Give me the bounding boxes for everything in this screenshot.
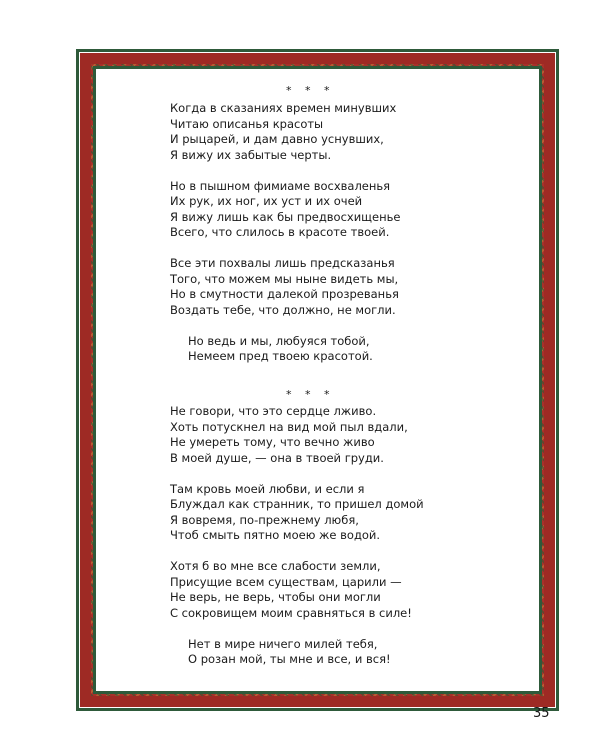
couplet (170, 334, 530, 365)
verse-line: Воздать тебе, что должно, не могли. (170, 302, 396, 317)
verse-line: Когда в сказаниях времен минувших (170, 101, 397, 115)
verse-line: Их рук, их ног, их уст и их очей (170, 194, 363, 208)
stanza (170, 179, 530, 241)
verse-line: Но в пышном фимиаме восхваленья (170, 178, 391, 193)
verse-line: Немеем пред твоею красотой. (188, 349, 373, 363)
verse-line: Читаю описанья красоты (170, 116, 324, 131)
verse-line: Не умереть тому, что вечно живо (170, 435, 375, 449)
verse-line: Нет в мире ничего милей тебя, (188, 636, 378, 651)
verse-line: Все эти похвалы лишь предсказанья (170, 256, 395, 270)
verse-line: С сокровищем моим сравняться в силе! (170, 605, 412, 620)
verse-line: Присущие всем существам, царили — (170, 574, 402, 589)
stanza (170, 101, 530, 163)
verse-line: В моей душе, — она в твоей груди. (170, 450, 384, 465)
poem-2 (170, 404, 530, 683)
verse-line: Хоть потускнел на вид мой пыл вдали, (170, 419, 408, 434)
verse-line: И рыцарей, и дам давно уснувших, (170, 132, 384, 146)
verse-line: Но в смутности далекой прозреванья (170, 287, 399, 301)
verse-line: Не говори, что это сердце лживо. (170, 404, 377, 418)
verse-line: Там кровь моей любви, и если я (170, 481, 365, 496)
stanza (170, 404, 530, 466)
verse-line: Блуждал как странник, то пришел домой (170, 497, 424, 511)
stanza (170, 482, 530, 544)
verse-line: Я вижу их забытые черты. (170, 147, 332, 162)
section-separator: * * * (286, 84, 335, 97)
verse-line: Но ведь и мы, любуяся тобой, (188, 333, 370, 348)
verse-line: Хотя б во мне все слабости земли, (170, 559, 381, 573)
verse-line: Чтоб смыть пятно моею же водой. (170, 528, 381, 542)
section-separator: * * * (286, 388, 335, 401)
stanza (170, 559, 530, 621)
verse-line: О розан мой, ты мне и все, и вся! (188, 652, 391, 666)
verse-line: Я вовремя, по-прежнему любя, (170, 512, 359, 527)
verse-line: Я вижу лишь как бы предвосхищенье (170, 209, 401, 224)
verse-line: Всего, что слилось в красоте твоей. (170, 225, 390, 239)
couplet (170, 637, 530, 668)
page-number: 35 (533, 706, 550, 721)
verse-line: Не верь, не верь, чтобы они могли (170, 590, 381, 604)
stanza (170, 256, 530, 318)
verse-line: Того, что можем мы ныне видеть мы, (170, 271, 399, 286)
poem-1 (170, 101, 530, 380)
